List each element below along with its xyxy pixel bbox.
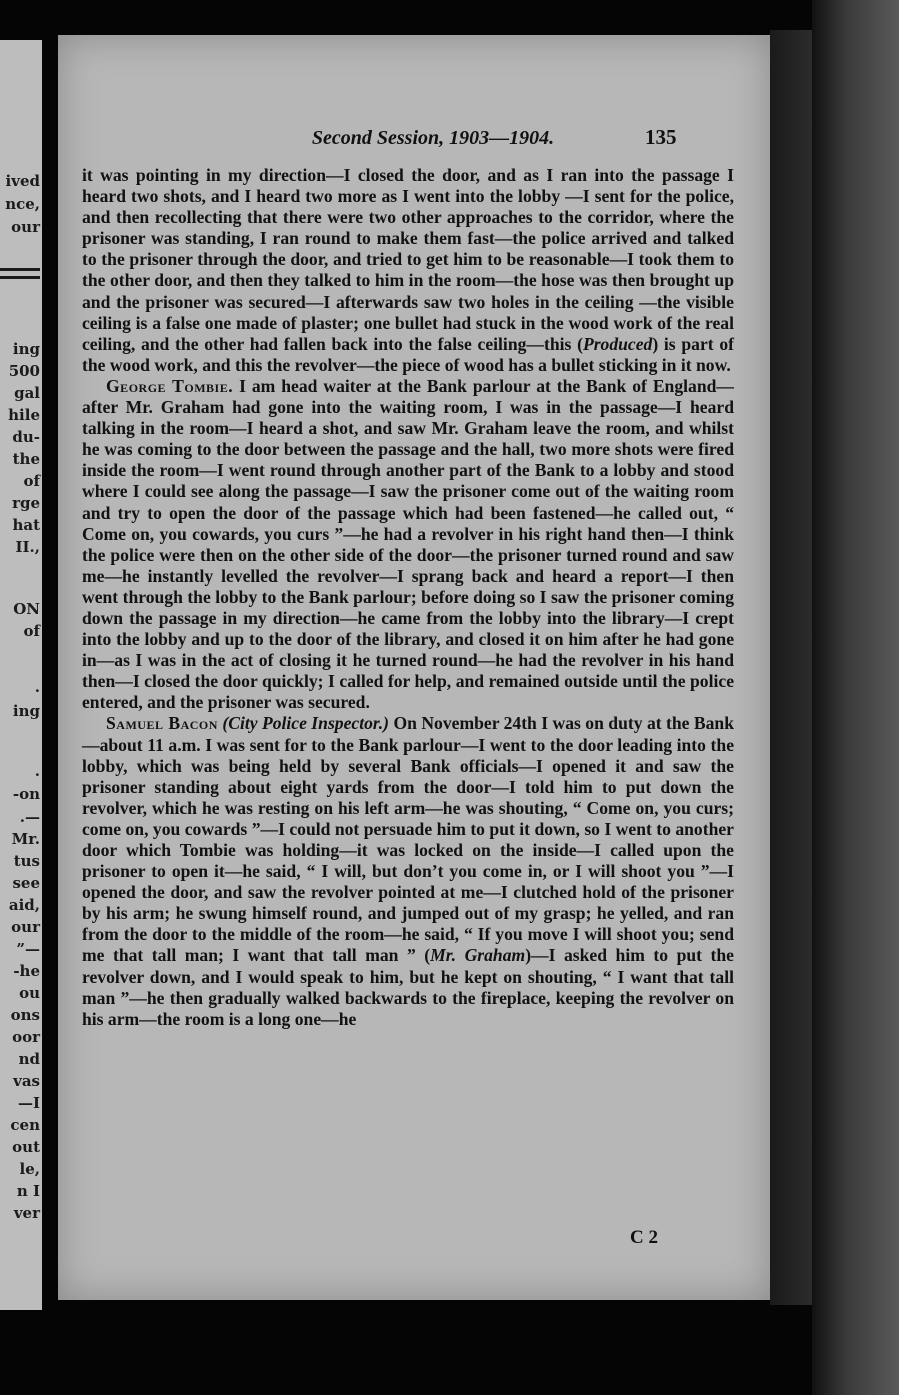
prev-fragment: oor [12, 1028, 40, 1046]
previous-page-edge [0, 40, 42, 1310]
prev-fragment: —I [17, 1094, 40, 1112]
prev-fragment: aid, [8, 896, 40, 914]
prev-fragment: vas [13, 1072, 40, 1090]
prev-fragment: our [11, 218, 40, 236]
prev-fragment: nce, [5, 195, 40, 213]
prev-fragment: II., [15, 538, 40, 556]
prev-fragment: n I [16, 1182, 40, 1200]
prev-fragment: -he [13, 962, 40, 980]
prev-fragment: ver [13, 1204, 40, 1222]
page-edge-shadow [770, 30, 812, 1305]
prev-fragment: tus [13, 852, 40, 870]
book-page [58, 35, 770, 1300]
prev-fragment: ing [12, 702, 40, 720]
page-number: 135 [645, 125, 677, 149]
prev-fragment: nd [18, 1050, 40, 1068]
prev-fragment: ived [5, 172, 40, 190]
paragraph-text: On November 24th I was on duty at the Bank—about 11 a.m. I was sent for to the Bank parlour—I went to the door leading into the lobby, which was being held by several Bank officials—I opened it and saw the prisoner standing about eight yards from the door—I told him to put down the revolver, which he was resting on his left arm—he was shouting, “ Come on, you curs; come on, you cowards ”—I could not persuade him to put it down, so I went to another door which Tombie was holding—it was locked on the inside—I called upon the prisoner to open it—he said, “ I will, but don’t you come in, or I will shoot you ”—I opened the door, and saw the revolver pointed at me—I clutched hold of the prisoner by his arm; he swung himself round, and jumped out of my grasp; he yelled, and ran from the door to the middle of the room—he said, “ If you move I will shoot you; send me that tall man; I want that tall man ” ( [82, 713, 734, 966]
witness-role: (City Police Inspector.) [217, 713, 390, 734]
page-body [82, 165, 734, 1030]
prev-fragment: cen [10, 1116, 40, 1134]
prev-fragment: gal [14, 384, 40, 402]
prev-fragment: ing [12, 340, 40, 358]
prev-fragment: 500 [8, 362, 40, 380]
prev-fragment: le, [19, 1160, 40, 1178]
prev-fragment: of [23, 472, 40, 490]
paragraph-testimony-bacon [82, 713, 734, 1029]
scan-background-right [812, 0, 899, 1395]
paragraph-testimony-tombie [82, 376, 734, 714]
prev-rule [0, 268, 40, 271]
prev-fragment: our [11, 918, 40, 936]
prev-fragment: ou [19, 984, 40, 1002]
paragraph-text: ) is part of the wood work, and this the revolver—the piece of wood has a bullet sticking in it now. [82, 333, 734, 375]
prev-fragment: hat [12, 516, 40, 534]
prev-fragment: . [34, 678, 40, 696]
prev-fragment: out [12, 1138, 40, 1156]
prev-fragment: -on [12, 785, 40, 803]
prev-fragment: du- [12, 428, 40, 446]
prev-fragment: ON [13, 600, 40, 618]
prev-fragment: .— [19, 808, 40, 826]
prev-fragment: Mr. [11, 830, 40, 848]
prev-fragment: see [12, 874, 40, 892]
signature-mark: C 2 [630, 1227, 658, 1248]
prev-fragment: . [34, 762, 40, 780]
paragraph-text: I am head waiter at the Bank parlour at the Bank of England—after Mr. Graham had gone into the waiting room, I was in the passage—I heard talking in the room—I heard a shot, and saw Mr. Graham leave the room, and whilst he was coming to the door between the passage and the hall, two more shots were fired inside the room—I went round through another part of the Bank to a lobby and stood where I could see along the passage—I saw the prisoner come out of the waiting room and try to open the door of the passage which had been fastened—he called out, “ Come on, you cowards, you curs ”—he had a revolver in his right hand then—I think the police were then on the other side of the door—the prisoner turned round and saw me—he instantly levelled the revolver—I sprang back and heard a report—I then went through the lobby to the Bank parlour; before doing so I saw the prisoner coming down the passage in my direction—he came from the lobby into the library—I crept into the lobby and up to the door of the library, and closed it on him after he had gone in—as I was in the act of closing it he turned round—he had the revolver in his hand then—I closed the door quickly; I called for help, and remained outside until the police entered, and the prisoner was secured. [82, 375, 734, 713]
prev-fragment: rge [12, 494, 40, 512]
prev-fragment: of [23, 622, 40, 640]
italic-text: Produced [582, 333, 653, 354]
witness-name: George Tombie. [106, 375, 234, 396]
running-title: Second Session, 1903—1904. [311, 127, 555, 149]
witness-name: Samuel Bacon [106, 713, 218, 734]
prev-fragment: ons [10, 1006, 40, 1024]
prev-fragment: the [12, 450, 40, 468]
paragraph-text: it was pointing in my direction—I closed the door, and as I ran into the passage I heard two shots, and I heard two more as I went into the lobby —I sent for the police, and then recollecting that there were two other approaches to the corridor, where the prisoner was standing, I ran round to make them fast—the police arrived and talked to the prisoner through the door, and tried to get him to be reasonable—I took them to the other door, and then they talked to him in the room—the hose was then brought up and the prisoner was secured—I afterwards saw two holes in the ceiling —the visible ceiling is a false one made of plaster; one bullet had stuck in the wood work of the real ceiling, and the other had fallen back into the false ceiling—this ( [82, 165, 734, 354]
prev-rule [0, 276, 40, 279]
prev-fragment: ”— [16, 940, 40, 958]
paragraph-continuation [82, 165, 734, 376]
paragraph-text: )—I asked him to put the revolver down, and I would speak to him, but he kept on shouting, “ I want that tall man ”—he then gradually walked backwards to the fireplace, keeping the revolver on his arm—the room is a long one—he [82, 945, 734, 1029]
prev-fragment: hile [8, 406, 40, 424]
italic-text: Mr. Graham [430, 945, 526, 966]
